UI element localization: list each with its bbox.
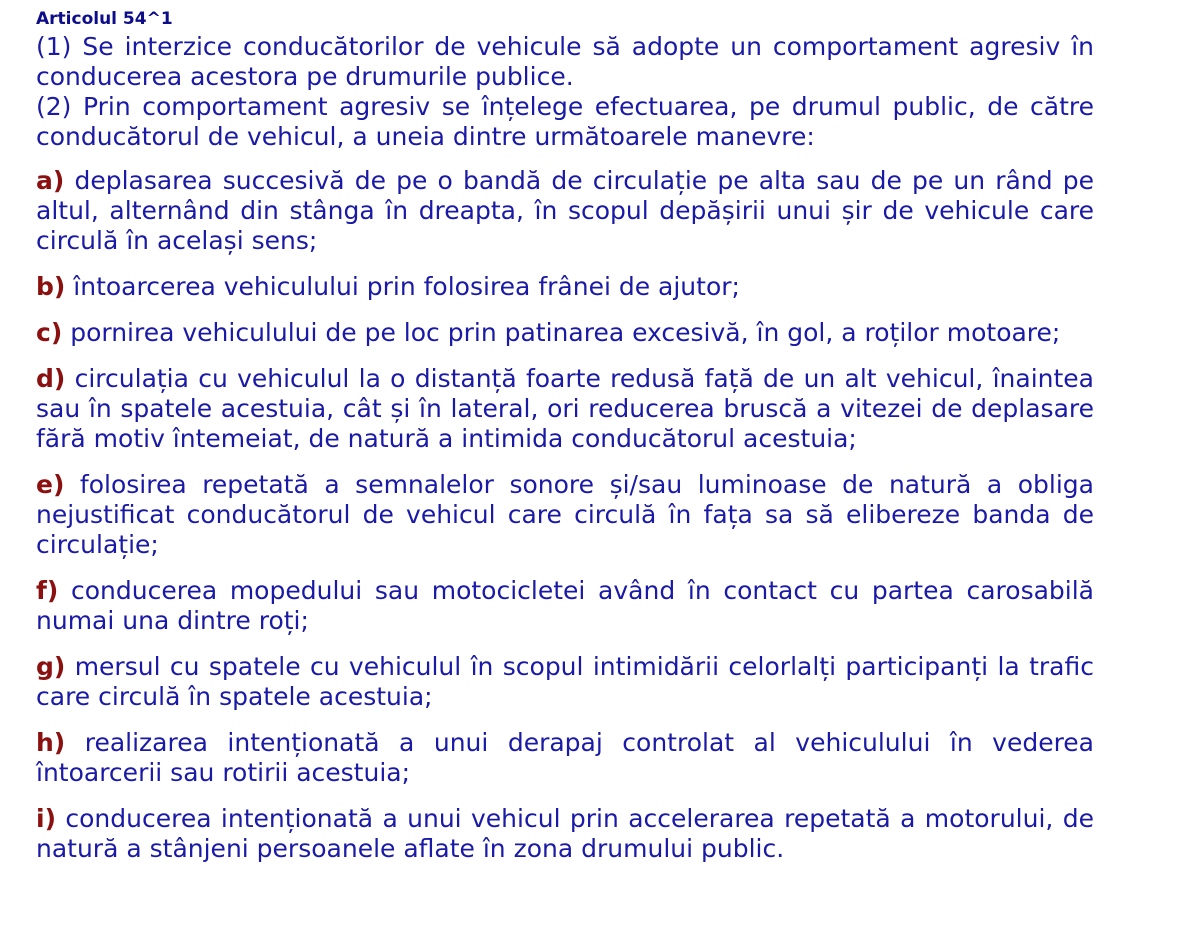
item-letter: c) — [36, 318, 63, 347]
item-text: conducerea mopedului sau motocicletei având în contact cu partea carosabilă numai una dintre roți; — [36, 576, 1095, 635]
list-item-d — [36, 364, 1094, 454]
list-item-i — [36, 804, 1094, 864]
list-item-c — [36, 318, 1094, 348]
list-item-a — [36, 166, 1094, 256]
list-item-b — [36, 272, 1094, 302]
list-item-f — [36, 576, 1094, 636]
item-letter: i) — [36, 804, 56, 833]
list-item-h — [36, 728, 1094, 788]
item-letter: b) — [36, 272, 66, 301]
item-text: folosirea repetată a semnalelor sonore și/sau luminoase de natură a obliga nejustificat conducătorul de vehicul care circulă în fața sa să elibereze banda de circulație; — [36, 470, 1094, 559]
item-letter: e) — [36, 470, 65, 499]
item-letter: h) — [36, 728, 66, 757]
paragraph-1: (1) Se interzice conducătorilor de vehicule să adopte un comportament agresiv în conducerea acestora pe drumurile publice. — [36, 32, 1094, 91]
list-item-e — [36, 470, 1094, 560]
item-letter: d) — [36, 364, 66, 393]
item-text: conducerea intenționată a unui vehicul prin accelerarea repetată a motorului, de natură a stânjeni persoanele aflate în zona drumului public. — [36, 804, 1094, 863]
paragraph-2: (2) Prin comportament agresiv se înțelege efectuarea, pe drumul public, de către conducătorul de vehicul, a uneia dintre următoarele manevre: — [36, 92, 1094, 151]
item-letter: g) — [36, 652, 66, 681]
item-text: mersul cu spatele cu vehiculul în scopul intimidării celorlalți participanți la trafic care circulă în spatele acestuia; — [36, 652, 1094, 711]
list-item-g — [36, 652, 1094, 712]
item-letter: a) — [36, 166, 65, 195]
item-text: întoarcerea vehiculului prin folosirea frânei de ajutor; — [73, 272, 740, 301]
article-title: Articolul 54^1 — [36, 9, 173, 29]
item-text: pornirea vehiculului de pe loc prin patinarea excesivă, în gol, a roților motoare; — [70, 318, 1061, 347]
item-text: realizarea intenționată a unui derapaj controlat al vehiculului în vederea întoarcerii sau rotirii acestuia; — [36, 728, 1095, 787]
item-letter: f) — [36, 576, 59, 605]
document-page — [36, 8, 1094, 864]
item-text: deplasarea succesivă de pe o bandă de circulație pe alta sau de pe un rând pe altul, alternând din stânga în dreapta, în scopul depășirii unui șir de vehicule care circulă în același sens; — [36, 166, 1094, 255]
item-text: circulația cu vehiculul la o distanță foarte redusă față de un alt vehicul, înaintea sau în spatele acestuia, cât și în lateral, ori reducerea bruscă a vitezei de deplasare fără motiv întemeiat, de natură a intimida conducătorul acestuia; — [36, 364, 1094, 453]
maneuver-list — [36, 166, 1094, 864]
